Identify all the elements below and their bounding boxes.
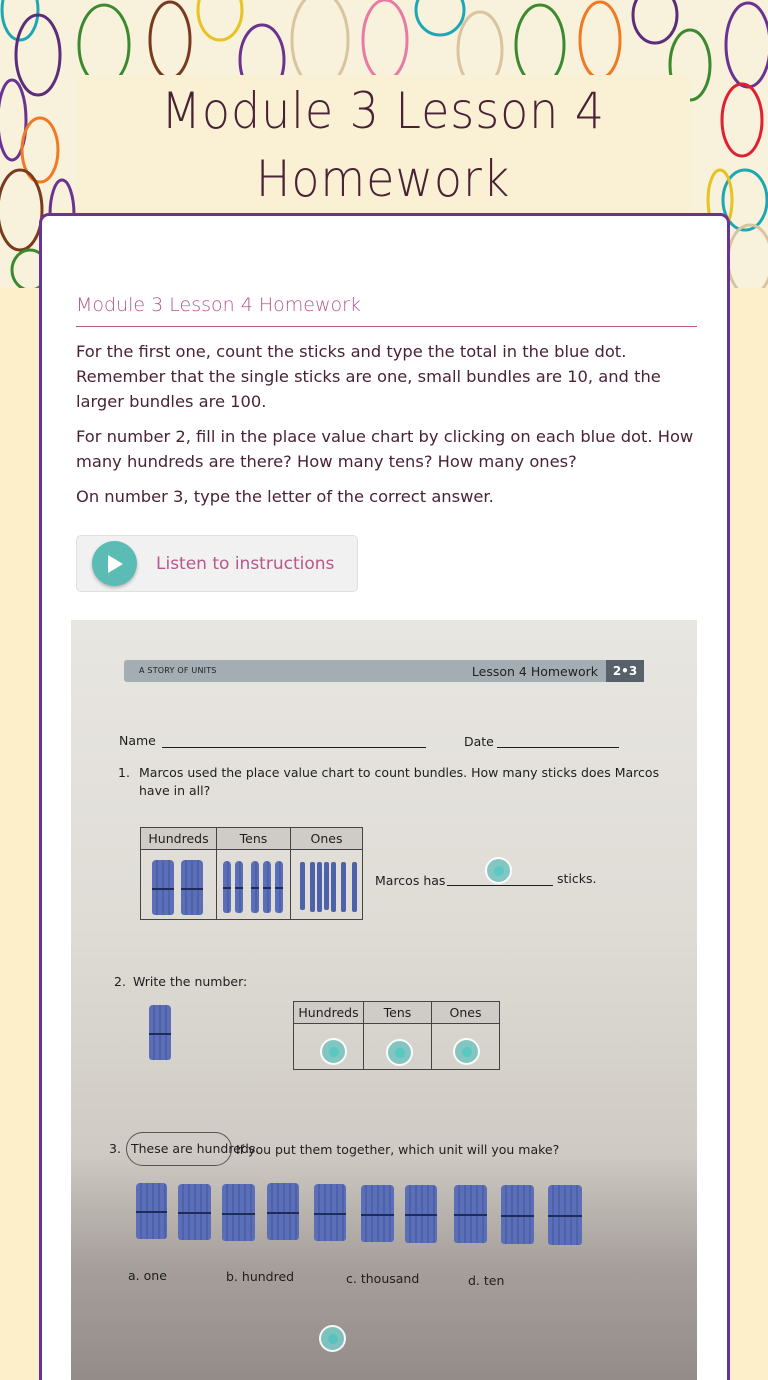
listen-to-instructions-button[interactable]	[76, 535, 358, 592]
page-title	[162, 77, 606, 213]
name-label: Name	[119, 733, 156, 748]
q2-col-ones: Ones	[432, 1002, 500, 1024]
q2-hundreds-dot[interactable]	[320, 1038, 347, 1065]
hundred-bundle-icon	[405, 1185, 437, 1243]
date-label: Date	[464, 734, 494, 749]
q2-col-hundreds: Hundreds	[294, 1002, 364, 1024]
q3-text: If you put them together, which unit will you make?	[236, 1142, 560, 1157]
q3-number: 3.	[109, 1141, 121, 1156]
one-stick-icon	[331, 862, 336, 912]
q1-col-tens: Tens	[217, 828, 291, 850]
hundred-bundle-icon	[149, 1005, 171, 1060]
worksheet-series: A STORY OF UNITS	[139, 666, 217, 675]
page-title-line2: Homework	[256, 150, 511, 208]
instructions	[76, 339, 697, 509]
instruction-1: For the first one, count the sticks and type the total in the blue dot. Remember that the single sticks are one, small bundles are 10, and the larger bundles are 100.	[76, 342, 661, 411]
hundred-bundle-icon	[314, 1184, 346, 1241]
ten-bundle-icon	[263, 861, 271, 913]
option-d-letter: d.	[468, 1273, 480, 1288]
q3-cloud-text: These are hundreds.	[131, 1141, 260, 1156]
one-stick-icon	[341, 862, 346, 912]
page-title-box	[77, 75, 690, 215]
worksheet-image	[71, 620, 697, 1380]
hundred-bundle-icon	[178, 1184, 211, 1240]
name-line	[162, 747, 426, 748]
option-a-letter: a.	[128, 1268, 140, 1283]
q1-col-hundreds: Hundreds	[141, 828, 217, 850]
one-stick-icon	[352, 862, 357, 912]
hundred-bundle-icon	[548, 1185, 582, 1245]
one-stick-icon	[310, 862, 315, 912]
q1-answer-suffix: sticks.	[557, 871, 597, 886]
q1-number: 1.	[118, 765, 130, 780]
instruction-3: On number 3, type the letter of the correct answer.	[76, 487, 494, 506]
option-b-letter: b.	[226, 1269, 238, 1284]
option-d-label: ten	[483, 1273, 505, 1288]
hundred-bundle-icon	[181, 860, 203, 915]
one-stick-icon	[317, 862, 322, 912]
hundred-bundle-icon	[152, 860, 174, 915]
q1-answer-prefix: Marcos has	[375, 873, 446, 888]
q1-answer-line	[447, 885, 553, 886]
date-line	[497, 747, 619, 748]
option-c-label: thousand	[360, 1271, 420, 1286]
assignment-subtitle: Module 3 Lesson 4 Homework	[76, 294, 697, 327]
play-icon[interactable]	[92, 541, 137, 586]
q2-col-tens: Tens	[364, 1002, 432, 1024]
instruction-2: For number 2, fill in the place value chart by clicking on each blue dot. How many hundreds are there? How many tens? How many ones?	[76, 427, 694, 471]
page-title-line1: Module 3 Lesson 4	[161, 82, 606, 140]
one-stick-icon	[324, 862, 329, 910]
one-stick-icon	[300, 862, 305, 910]
q1-col-ones: Ones	[291, 828, 363, 850]
option-b-label: hundred	[241, 1269, 295, 1284]
worksheet-badge: 2•3	[606, 660, 644, 682]
q1-text: Marcos used the place value chart to count bundles. How many sticks does Marcos	[139, 765, 660, 780]
worksheet-lesson: Lesson 4 Homework	[471, 664, 598, 679]
hundred-bundle-icon	[361, 1185, 394, 1242]
hundred-bundle-icon	[454, 1185, 487, 1243]
q2-text: Write the number:	[133, 974, 248, 989]
q3-answer-dot[interactable]	[319, 1325, 346, 1352]
ten-bundle-icon	[235, 861, 243, 913]
q2-number: 2.	[114, 974, 126, 989]
q2-ones-dot[interactable]	[453, 1038, 480, 1065]
q1-text-line2: have in all?	[139, 783, 211, 798]
ten-bundle-icon	[223, 861, 231, 913]
q1-answer-dot[interactable]	[485, 857, 512, 884]
option-a-label: one	[143, 1268, 167, 1283]
listen-button-label: Listen to instructions	[156, 553, 335, 574]
hundred-bundle-icon	[501, 1185, 534, 1244]
worksheet-header	[124, 660, 644, 682]
ten-bundle-icon	[275, 861, 283, 913]
option-c-letter: c.	[346, 1271, 357, 1286]
hundred-bundle-icon	[267, 1183, 299, 1240]
hundred-bundle-icon	[136, 1183, 167, 1239]
hundred-bundle-icon	[222, 1184, 255, 1241]
q2-tens-dot[interactable]	[386, 1039, 413, 1066]
ten-bundle-icon	[251, 861, 259, 913]
